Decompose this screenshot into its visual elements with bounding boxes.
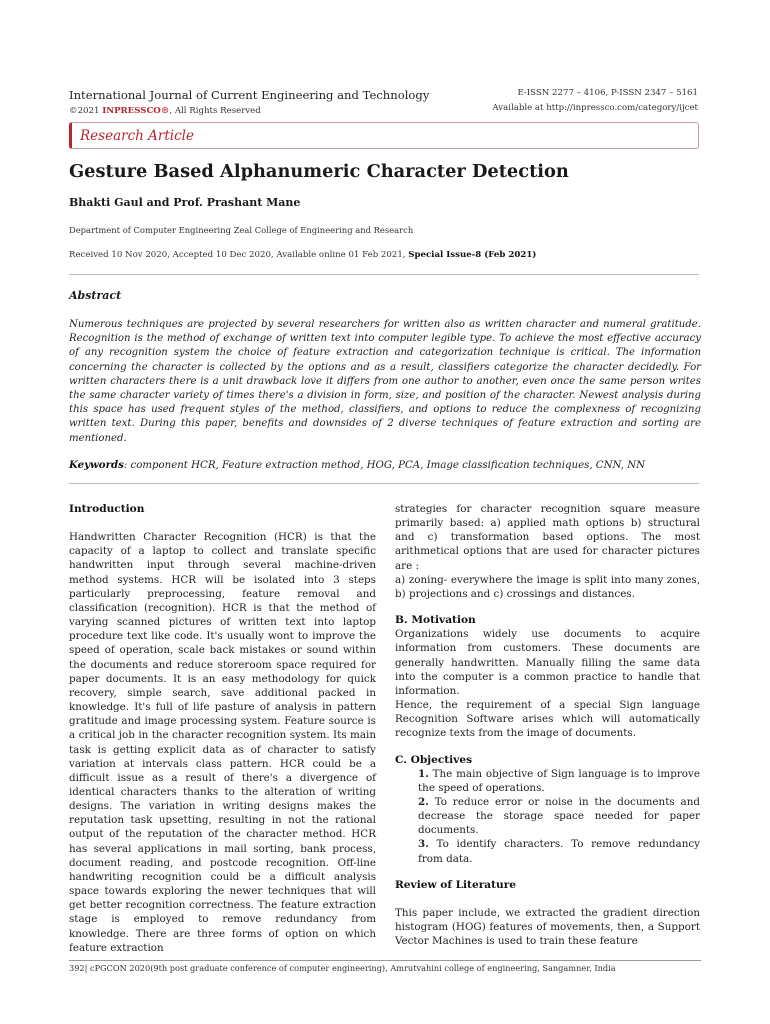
- page-footer: 392| cPGCON 2020(9th post graduate conference of computer engineering), Amrutvahini college of engineering, Sangamner, India: [69, 963, 616, 973]
- introduction-list: a) zoning- everywhere the image is split into many zones, b) projections and c) crossings and distances.: [395, 573, 700, 600]
- objective-text: The main objective of Sign language is to improve the speed of operations.: [418, 767, 700, 794]
- objective-number: 3.: [418, 838, 429, 851]
- article-type-label: Research Article: [80, 128, 194, 144]
- motivation-heading: B. Motivation: [395, 614, 476, 627]
- motivation-paragraph-1: Organizations widely use documents to acquire information from customers. These documents are generally handwritten. Manually filling the same data into the computer is a common practice to handle that information.: [395, 628, 700, 697]
- special-issue: Special Issue-8 (Feb 2021): [408, 250, 537, 260]
- keywords-label: Keywords: [69, 459, 124, 471]
- divider-bottom: [69, 483, 699, 484]
- introduction-heading: Introduction: [69, 503, 145, 515]
- received-text: Received 10 Nov 2020, Accepted 10 Dec 2020, Available online 01 Feb 2021,: [69, 250, 409, 260]
- journal-url[interactable]: Available at http://inpressco.com/category/ijcet: [492, 103, 698, 113]
- right-column: [395, 502, 700, 948]
- introduction-continued: strategies for character recognition square measure primarily based: a) applied math options b) structural and c) transformation based options. The most arithmetical options that are used for character pictures are :: [395, 503, 700, 572]
- introduction-body: Handwritten Character Recognition (HCR) is that the capacity of a laptop to collect and translate specific handwritten input through several machine-driven method systems. HCR will be isolated into 3 steps particularly preprocessing, feature removal and classification (recognition). HCR is that the method of varying scanned pictures of written text into laptop procedure text like code. It's usually wont to improve the speed of operation, scale back mistakes or sound within the documents and reduce storeroom space required for paper documents. It is an easy methodology for quick recovery, simple search, save additional packed in knowledge. It's full of life pasture of analysis in pattern gratitude and image processing system. Feature source is a critical job in the character recognition system. Its main task is getting explicit data as of character to satisfy variation at intervals class pattern. HCR could be a difficult issue as a result of there's a divergence of identical characters thanks to the alteration of writing designs. The variation in writing designs makes the reputation task upsetting, resulting in not the rational output of the reputation of the character method. HCR has several applications in mail sorting, bank process, document reading, and postcode recognition. Off-line handwriting recognition could be a difficult analysis space towards exploring the newer techniques that will get better recognition correctness. The feature extraction stage is employed to remove redundancy from knowledge. There are three forms of option on which feature extraction: [69, 531, 376, 954]
- keywords-line: [69, 459, 645, 471]
- objective-number: 2.: [418, 795, 429, 808]
- abstract-heading: Abstract: [69, 289, 122, 302]
- author-affiliation: Department of Computer Engineering Zeal College of Engineering and Research: [69, 225, 414, 235]
- objective-item: [395, 767, 700, 795]
- journal-name: International Journal of Current Engineering and Technology: [69, 88, 430, 102]
- footer-divider: [69, 960, 701, 961]
- left-column: [69, 502, 376, 955]
- objectives-heading: C. Objectives: [395, 753, 473, 766]
- article-type-box: [69, 122, 699, 149]
- keywords-text: : component HCR, Feature extraction method, HOG, PCA, Image classification techniques, CNN, NN: [123, 460, 646, 471]
- publisher-brand: INPRESSCO®: [102, 106, 170, 116]
- paper-title: Gesture Based Alphanumeric Character Detection: [69, 161, 569, 182]
- objective-item: [395, 795, 700, 837]
- copyright-line: [69, 106, 429, 116]
- motivation-paragraph-2: Hence, the requirement of a special Sign language Recognition Software arises which will automatically recognize texts from the image of documents.: [395, 699, 700, 740]
- copyright-suffix: , All Rights Reserved: [169, 106, 261, 116]
- objective-text: To identify characters. To remove redundancy from data.: [418, 838, 700, 865]
- issn-line: E-ISSN 2277 – 4106, P-ISSN 2347 – 5161: [517, 88, 698, 98]
- abstract-body: Numerous techniques are projected by several researchers for written also as written character and numeral gratitude. Recognition is the method of exchange of written text into computer legible type. To achieve the most effective accuracy of any recognition system the choice of feature extraction and categorization technique is critical. The information concerning the character is collected by the options and as a result, classifiers categorize the character decidedly. For written characters there is a unit drawback love it differs from one author to another, even once the same person writes the same character variety of times there's a division in form, size, and position of the character. Newest analysis during this space has used frequent styles of the method, classifiers, and options to reduce the complexness of recognizing written text. During this paper, benefits and downsides of 2 diverse techniques of feature extraction and sorting are mentioned.: [69, 319, 701, 444]
- review-heading: Review of Literature: [395, 878, 517, 891]
- objective-number: 1.: [418, 767, 429, 780]
- objective-item: [395, 837, 700, 865]
- journal-header: [69, 88, 429, 116]
- copyright-prefix: ©2021: [69, 106, 103, 116]
- received-dates: [69, 250, 536, 260]
- objective-text: To reduce error or noise in the documents and decrease the storage space needed for paper documents.: [418, 795, 700, 837]
- paper-authors: Bhakti Gaul and Prof. Prashant Mane: [69, 196, 301, 209]
- divider-top: [69, 274, 699, 275]
- review-body: This paper include, we extracted the gradient direction histogram (HOG) features of movements, then, a Support Vector Machines is used to train these feature: [395, 906, 700, 948]
- journal-identifiers: [492, 88, 698, 113]
